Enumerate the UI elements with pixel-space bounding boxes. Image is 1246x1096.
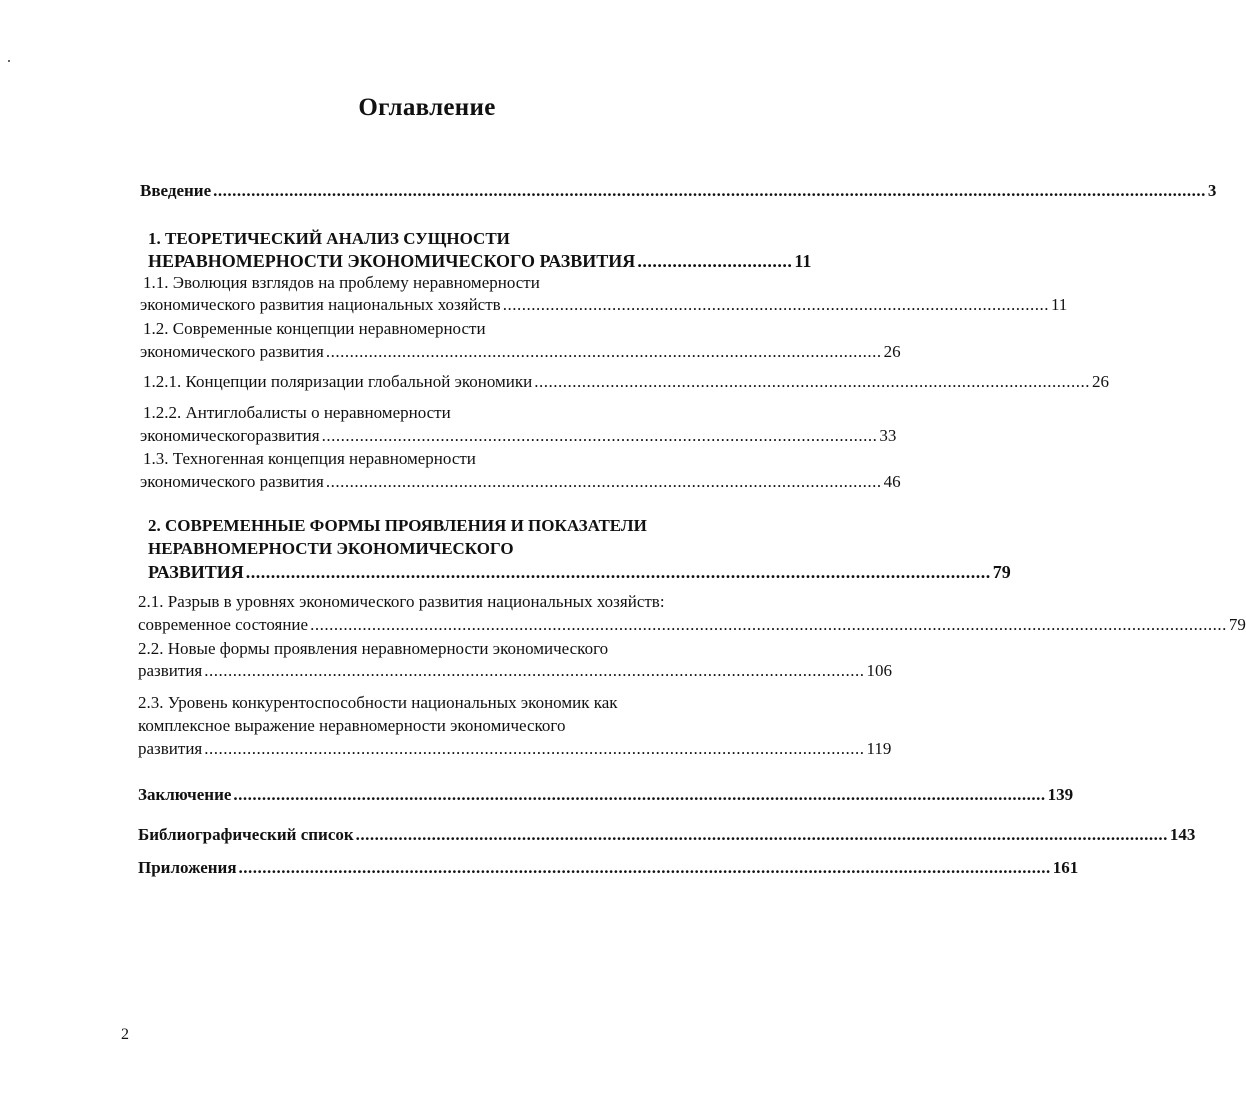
leader-dots: ........................................................................................................................................... <box>204 739 865 758</box>
toc-title: Оглавление <box>358 94 496 121</box>
toc-entry-label: НЕРАВНОМЕРНОСТИ ЭКОНОМИЧЕСКОГО РАЗВИТИЯ <box>148 251 636 271</box>
leader-dots: ................................................................................................................... <box>502 295 1049 314</box>
toc-entry-label: Библиографический список <box>138 825 354 844</box>
leader-dots: ..................................................................................................................... <box>534 372 1090 391</box>
toc-entry-page: 11 <box>794 251 812 271</box>
toc-entry-s1-2-1 <box>143 371 1109 393</box>
toc-entry-label: экономического развития национальных хозяйств <box>140 295 501 314</box>
toc-entry-label: экономического развития <box>140 472 324 491</box>
toc-part2-line2: НЕРАВНОМЕРНОСТИ ЭКОНОМИЧЕСКОГО <box>148 539 514 558</box>
leader-dots: ........................................................................................................................................................................... <box>238 858 1051 877</box>
leader-dots: ..................................................................................................................... <box>325 472 882 491</box>
toc-entry-page: 161 <box>1052 858 1079 877</box>
toc-part1-line1: 1. ТЕОРЕТИЧЕСКИЙ АНАЛИЗ СУЩНОСТИ <box>148 229 510 248</box>
page-number: 2 <box>121 1026 129 1043</box>
toc-entry-page: 26 <box>883 342 901 361</box>
toc-entry-s1-2 <box>140 341 901 363</box>
toc-s1-2-2-line1: 1.2.2. Антиглобалисты о неравномерности <box>143 403 451 422</box>
toc-entry-page: 79 <box>1228 615 1246 634</box>
toc-entry-page: 79 <box>992 562 1011 582</box>
toc-entry-bibliography <box>138 824 1196 846</box>
toc-entry-page: 33 <box>879 426 897 445</box>
toc-entry-label: развития <box>138 661 203 680</box>
toc-entry-intro <box>140 180 1217 202</box>
toc-entry-s1-3 <box>140 471 901 493</box>
toc-entry-page: 11 <box>1050 295 1068 314</box>
toc-s2-2-line1: 2.2. Новые формы проявления неравномерности экономического <box>138 639 609 658</box>
scan-speck <box>8 60 10 62</box>
toc-s1-2-line1: 1.2. Современные концепции неравномерности <box>143 319 486 338</box>
leader-dots: ........................................................................................................................................................................... <box>355 825 1168 844</box>
toc-entry-label: экономического развития <box>140 342 324 361</box>
toc-s2-1-line1: 2.1. Разрыв в уровнях экономического развития национальных хозяйств: <box>138 592 665 611</box>
toc-entry-label: 1.2.1. Концепции поляризации глобальной экономики <box>143 372 533 391</box>
toc-entry-label: развития <box>138 739 203 758</box>
toc-entry-part1 <box>148 250 812 272</box>
toc-entry-label: РАЗВИТИЯ <box>148 562 244 582</box>
toc-entry-page: 143 <box>1169 825 1196 844</box>
toc-entry-label: Заключение <box>138 785 232 804</box>
toc-s2-3-line1: 2.3. Уровень конкурентоспособности национальных экономик как <box>138 693 618 712</box>
toc-entry-s2-1 <box>138 614 1246 636</box>
toc-entry-page: 139 <box>1047 785 1074 804</box>
toc-entry-part2 <box>148 561 1011 583</box>
toc-s1-1-line1: 1.1. Эволюция взглядов на проблему неравномерности <box>143 273 540 292</box>
toc-part2-line1: 2. СОВРЕМЕННЫЕ ФОРМЫ ПРОЯВЛЕНИЯ И ПОКАЗАТЕЛИ <box>148 516 647 535</box>
toc-entry-conclusion <box>138 784 1074 806</box>
leader-dots: ..................................................................................................................... <box>325 342 882 361</box>
leader-dots: ........................................................................................................................................................................... <box>233 785 1046 804</box>
leader-dots: ..................................................................................................................... <box>321 426 878 445</box>
toc-entry-s1-1 <box>140 294 1068 316</box>
toc-entry-appendices <box>138 857 1079 879</box>
leader-dots: ..................................................................................................................................................... <box>245 562 991 582</box>
toc-entry-page: 26 <box>1092 372 1109 391</box>
leader-dots: ........................................................................................................................................... <box>204 661 865 680</box>
leader-dots: ............................... <box>637 251 793 271</box>
toc-entry-s2-2 <box>138 660 892 682</box>
toc-entry-page: 3 <box>1207 181 1217 200</box>
toc-entry-label: Введение <box>140 181 212 200</box>
leader-dots: ................................................................................................................................................................................................. <box>310 615 1227 634</box>
toc-entry-label: экономическогоразвития <box>140 426 320 445</box>
toc-entry-label: современное состояние <box>138 615 309 634</box>
toc-entry-s2-3 <box>138 738 892 760</box>
toc-s2-3-line2: комплексное выражение неравномерности экономического <box>138 716 566 735</box>
toc-entry-page: 119 <box>866 739 892 758</box>
toc-s1-3-line1: 1.3. Техногенная концепция неравномерности <box>143 449 476 468</box>
toc-entry-page: 106 <box>866 661 892 680</box>
toc-entry-s1-2-2 <box>140 425 897 447</box>
toc-entry-page: 46 <box>883 472 901 491</box>
toc-entry-label: Приложения <box>138 858 237 877</box>
leader-dots: ................................................................................................................................................................................................................. <box>213 181 1206 200</box>
